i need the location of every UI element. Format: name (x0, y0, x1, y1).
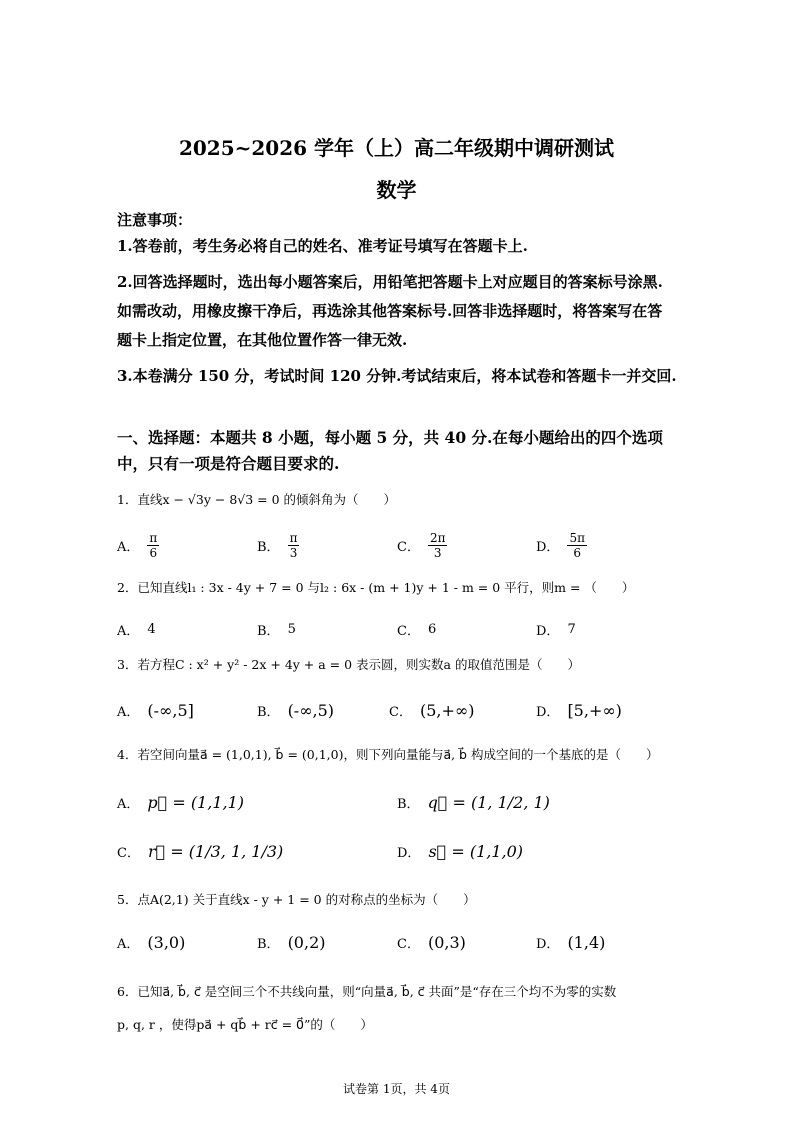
option-d[interactable] (536, 927, 605, 957)
option-value: q⃗ = (1, 1/2, 1) (427, 792, 550, 812)
option-c[interactable] (389, 695, 474, 725)
page-footer: 试卷第 1页，共 4页 (343, 1082, 450, 1096)
numerator: 2π (429, 530, 446, 545)
option-value: (0,2) (287, 932, 326, 952)
fraction (147, 531, 159, 560)
option-label: D． (536, 936, 560, 952)
subject-title: 数学 (376, 178, 417, 202)
option-c[interactable] (117, 836, 283, 866)
section-heading: 一、选择题：本题共 8 小题，每小题 5 分，共 40 分.在每小题给出的四个选项中，只有一项是符合题目要求的. (117, 428, 663, 473)
question-4-options-row-2 (117, 836, 687, 866)
option-b[interactable] (257, 695, 334, 725)
denominator: 6 (573, 545, 582, 560)
question-3: 3．若方程C : x² + y² - 2x + 4y + a = 0 表示圆，则实数a 的取值范围是（ ） (117, 657, 580, 672)
option-d[interactable] (536, 530, 587, 560)
option-c[interactable] (397, 530, 447, 560)
denominator: 6 (149, 545, 158, 560)
fraction (567, 531, 587, 560)
option-d[interactable] (536, 614, 576, 644)
note-item-3: 3.本卷满分 150 分，考试时间 120 分钟.考试结束后，将本试卷和答题卡一并交回. (117, 367, 677, 385)
option-b[interactable] (257, 530, 299, 560)
option-label: A． (117, 704, 140, 720)
question-1: 1．直线x − √3y − 8√3 = 0 的倾斜角为（ ） (117, 492, 397, 507)
question-6-line-2: p, q, r ，使得pa⃗ + qb⃗ + rc⃗ = 0⃗”的（ ） (117, 1017, 373, 1032)
option-label: A． (117, 539, 140, 555)
option-b[interactable] (257, 614, 296, 644)
fraction (428, 531, 448, 560)
note-item-2: 2.回答选择题时，选出每小题答案后，用铅笔把答题卡上对应题目的答案标号涂黑.如需改动，用橡皮擦干净后，再选涂其他答案标号.回答非选择题时，将答案写在答题卡上指定位置，在其他位置作答一律无效. (117, 273, 663, 349)
option-label: C． (397, 623, 420, 639)
option-d[interactable] (397, 836, 523, 866)
option-label: C． (117, 845, 140, 861)
option-b[interactable] (257, 927, 326, 957)
option-b[interactable] (397, 787, 550, 817)
option-label: A． (117, 796, 140, 812)
question-5: 5．点A(2,1) 关于直线x - y + 1 = 0 的对称点的坐标为（ ） (117, 892, 476, 907)
option-label: B． (397, 796, 420, 812)
fraction (288, 531, 300, 560)
question-6: 6．已知a⃗, b⃗, c⃗ 是空间三个不共线向量，则“向量a⃗, b⃗, c⃗ 共面”是“存在三个均不为零的实数 (117, 984, 617, 999)
option-a[interactable] (117, 614, 156, 644)
option-value: 7 (567, 621, 576, 637)
option-a[interactable] (117, 695, 194, 725)
option-a[interactable] (117, 927, 185, 957)
denominator: 3 (433, 545, 442, 560)
option-value: (3,0) (147, 932, 186, 952)
notes-heading: 注意事项： (117, 211, 193, 229)
question-1-options (117, 530, 687, 560)
option-label: C． (397, 936, 420, 952)
option-c[interactable] (397, 927, 466, 957)
denominator: 3 (289, 545, 298, 560)
option-value: p⃗ = (1,1,1) (147, 792, 245, 812)
note-item-1: 1.答卷前，考生务必将自己的姓名、准考证号填写在答题卡上. (117, 237, 528, 255)
page-title: 2025~2026 学年（上）高二年级期中调研测试 (178, 136, 615, 160)
question-3-options (117, 695, 687, 725)
question-2-options (117, 614, 687, 644)
option-value: r⃗ = (1/3, 1, 1/3) (147, 841, 284, 861)
option-value: 6 (427, 621, 437, 637)
option-label: D． (536, 623, 560, 639)
question-4-options-row-1 (117, 787, 687, 817)
option-value: (0,3) (427, 932, 466, 952)
option-value: (-∞,5] (147, 700, 194, 720)
option-label: A． (117, 936, 140, 952)
numerator: 5π (569, 530, 585, 545)
option-d[interactable] (536, 695, 622, 725)
option-label: B． (257, 623, 280, 639)
option-label: C． (389, 704, 412, 720)
question-5-options (117, 927, 687, 957)
option-a[interactable] (117, 530, 159, 560)
option-c[interactable] (397, 614, 436, 644)
option-label: A． (117, 623, 140, 639)
option-value: (1,4) (567, 932, 606, 952)
option-value: 5 (287, 621, 296, 637)
option-label: B． (257, 539, 280, 555)
numerator: π (289, 530, 298, 545)
option-value: [5,+∞) (567, 700, 622, 720)
option-value: (5,+∞) (419, 700, 475, 720)
option-value: 4 (147, 621, 156, 637)
option-value: s⃗ = (1,1,0) (428, 841, 524, 861)
question-4: 4．若空间向量a⃗ = (1,0,1), b⃗ = (0,1,0)，则下列向量能与a⃗, b⃗ 构成空间的一个基底的是（ ） (117, 747, 659, 762)
option-value: (-∞,5) (287, 700, 335, 720)
question-2: 2．已知直线l₁ : 3x - 4y + 7 = 0 与l₂ : 6x - (m + 1)y + 1 - m = 0 平行，则m = （ ） (117, 580, 635, 595)
option-label: B． (257, 704, 280, 720)
option-label: C． (397, 539, 420, 555)
numerator: π (149, 530, 158, 545)
option-label: D． (536, 539, 560, 555)
option-label: D． (536, 704, 560, 720)
option-label: B． (257, 936, 280, 952)
option-label: D． (397, 845, 421, 861)
option-a[interactable] (117, 787, 244, 817)
